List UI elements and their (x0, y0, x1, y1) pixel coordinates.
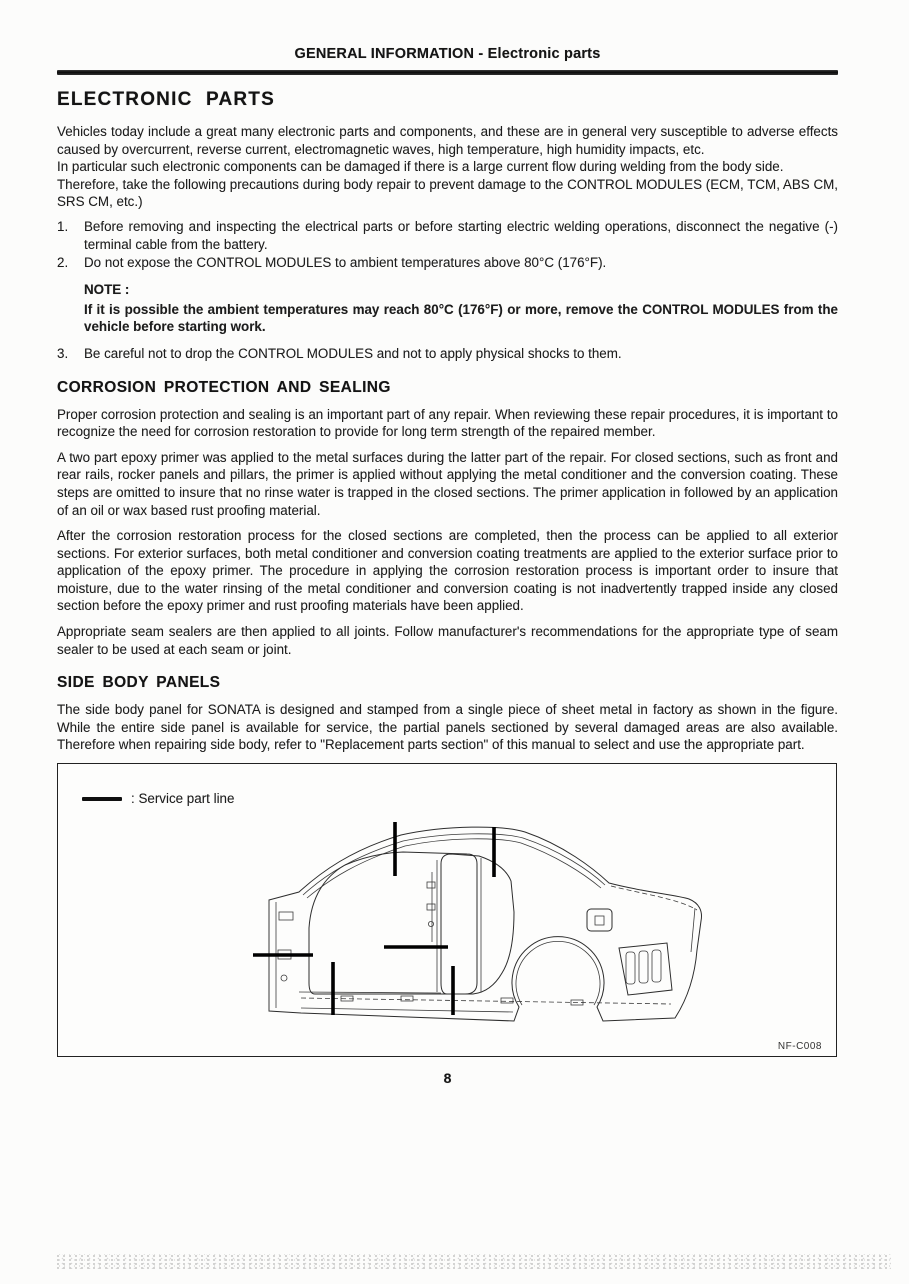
section-title-side-body: SIDE BODY PANELS (57, 674, 221, 692)
paragraph: Appropriate seam sealers are then applied to all joints. Follow manufacturer's recommendations for the appropriate type of seam sealer to be used at each seam or joint. (57, 624, 838, 657)
list-text: Do not expose the CONTROL MODULES to ambient temperatures above 80°C (176°F). (84, 255, 607, 271)
figure-code: NF-C008 (777, 1041, 822, 1053)
list-number: 2. (57, 255, 69, 271)
note-block (84, 281, 838, 336)
paragraph: Proper corrosion protection and sealing is an important part of any repair. When reviewing these repair procedures, it is important to recognize the need for corrosion restoration to provide for long term strength of the repaired member. (57, 406, 838, 440)
list-text: Be careful not to drop the CONTROL MODULES and not to apply physical shocks to them. (84, 345, 622, 361)
scan-noise-band (55, 1254, 891, 1269)
list-text: Before removing and inspecting the electrical parts or before starting electric welding operations, disconnect the negative (-) terminal cable from the battery. (84, 218, 838, 252)
service-part-lines (253, 822, 494, 1015)
paragraph: In particular such electronic components can be damaged if there is a large current flow during welding from the body side. (57, 159, 784, 175)
paragraph: A two part epoxy primer was applied to the metal surfaces during the latter part of the repair. For closed sections, such as front and rear rails, rocker panels and pillars, the primer is applied without applying the metal conditioner and the conversion coating. These steps are omitted to insure that no rinse water is trapped in the closed sections. The primer application in followed by an application of an oil or wax based rust proofing material. (57, 449, 838, 518)
note-text: If it is possible the ambient temperatures may reach 80°C (176°F) or more, remove the CONTROL MODULES from the vehicle before starting work. (84, 301, 838, 335)
section-title-electronic-parts: ELECTRONIC PARTS (57, 89, 275, 110)
service-part-line-swatch (82, 797, 122, 801)
header-rule (57, 70, 838, 75)
figure-box (57, 763, 837, 1057)
paragraph: Therefore, take the following precautions during body repair to prevent damage to the CONTROL MODULES (ECM, TCM, ABS CM, SRS CM, etc.) (57, 176, 838, 210)
running-header: GENERAL INFORMATION - Electronic parts (294, 46, 601, 62)
paragraph: The side body panel for SONATA is designed and stamped from a single piece of sheet metal in factory as shown in the figure. While the entire side panel is available for service, the partial panels sectioned by several damaged areas are also available. Therefore when repairing side body, refer to "Replacement parts section" of this manual to select and use the appropriate part. (57, 702, 838, 753)
figure-legend (82, 790, 234, 808)
side-body-panel-diagram (251, 812, 721, 1034)
precaution-list (57, 218, 838, 363)
paragraph: Vehicles today include a great many electronic parts and components, and these are in general very susceptible to adverse effects caused by overcurrent, reverse current, electromagnetic waves, high temperature, high humidity impacts, etc. (57, 124, 838, 157)
paragraph: After the corrosion restoration process for the closed sections are completed, then the process can be applied to all exterior sections. For exterior surfaces, both metal conditioner and conversion coating treatments are applied to the exterior surface prior to application of the epoxy primer. The procedure in applying the corrosion restoration process is important order to insure that moisture, due to the water rinsing of the metal conditioner and conversion coating is not inadvertently trapped inside any closed section before the epoxy primer and rust proofing materials have been applied. (57, 528, 838, 614)
list-number: 1. (57, 218, 69, 234)
list-number: 3. (57, 345, 69, 361)
legend-label: : Service part line (131, 791, 235, 807)
section-title-corrosion: CORROSION PROTECTION AND SEALING (57, 378, 391, 396)
precaution-item-1 (57, 218, 838, 253)
note-label: NOTE : (84, 281, 130, 297)
precaution-item-3 (57, 345, 838, 363)
precaution-item-2 (57, 254, 838, 272)
page-number: 8 (443, 1070, 452, 1087)
